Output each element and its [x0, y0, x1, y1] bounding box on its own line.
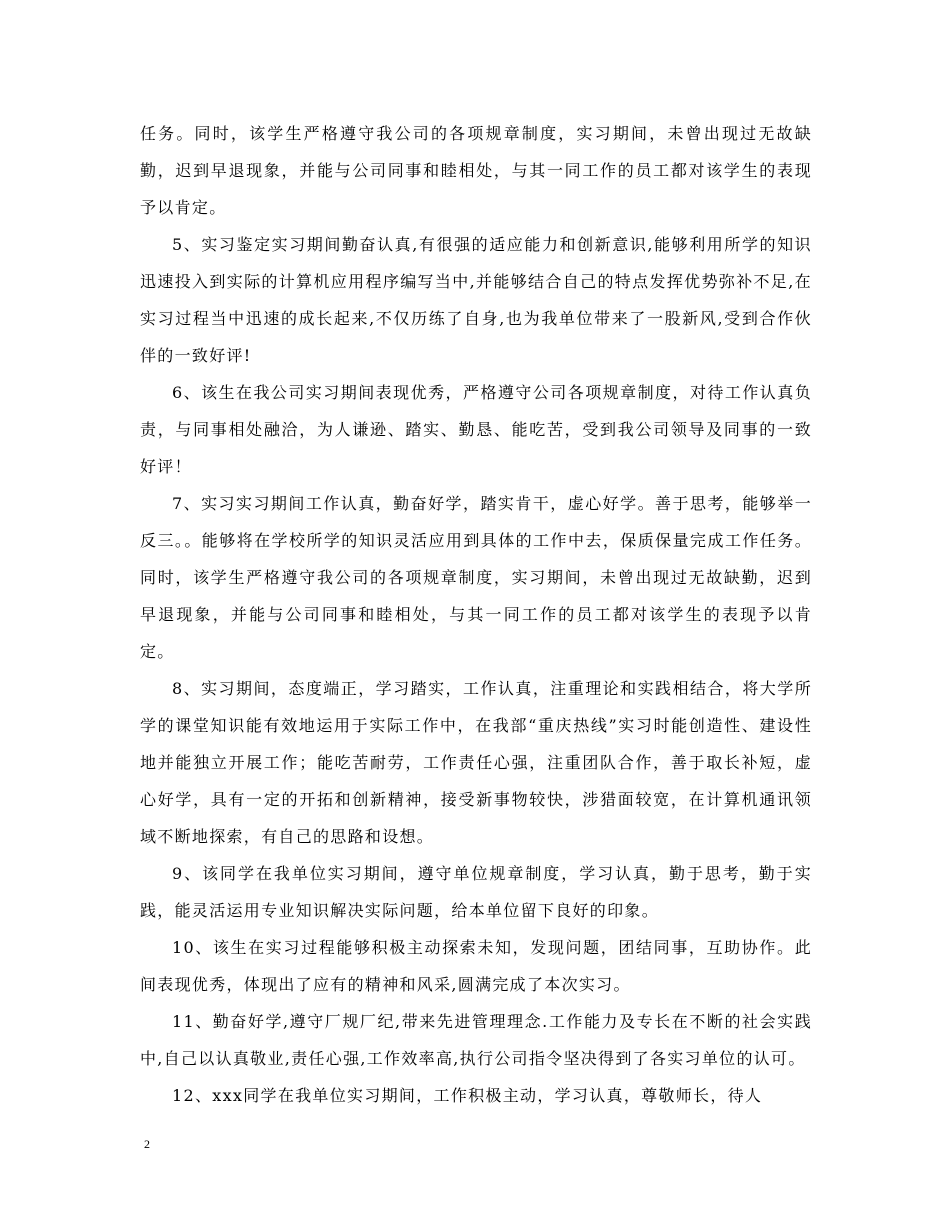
paragraph-item-7: 7、实习实习期间工作认真，勤奋好学，踏实肯干，虚心好学。善于思考，能够举一反三。。能够将在学校所学的知识灵活应用到具体的工作中去，保质保量完成工作任务。同时，该学生严格遵守我公司的各项规章制度，实习期间，未曾出现过无故缺勤，迟到早退现象，并能与公司同事和睦相处，与其一同工作的员工都对该学生的表现予以肯定。 [140, 494, 812, 661]
paragraph-item-11: 11、勤奋好学,遵守厂规厂纪,带来先进管理理念.工作能力及专长在不断的社会实践中,自己以认真敬业,责任心强,工作效率高,执行公司指令坚决得到了各实习单位的认可。 [140, 1012, 812, 1068]
paragraph-continuation: 任务。同时，该学生严格遵守我公司的各项规章制度，实习期间，未曾出现过无故缺勤，迟到早退现象，并能与公司同事和睦相处，与其一同工作的员工都对该学生的表现予以肯定。 [140, 124, 812, 217]
paragraph-item-8: 8、实习期间，态度端正，学习踏实，工作认真，注重理论和实践相结合，将大学所学的课堂知识能有效地运用于实际工作中，在我部“重庆热线”实习时能创造性、建设性地并能独立开展工作；能吃苦耐劳，工作责任心强，注重团队合作，善于取长补短，虚心好学，具有一定的开拓和创新精神，接受新事物较快，涉猎面较宽，在计算机通讯领域不断地探索，有自己的思路和设想。 [140, 679, 812, 846]
document-page [140, 115, 812, 1114]
paragraph-item-9: 9、该同学在我单位实习期间，遵守单位规章制度，学习认真，勤于思考，勤于实践，能灵活运用专业知识解决实际问题，给本单位留下良好的印象。 [140, 864, 812, 920]
paragraph-item-6: 6、该生在我公司实习期间表现优秀，严格遵守公司各项规章制度，对待工作认真负责，与同事相处融洽，为人谦逊、踏实、勤恳、能吃苦，受到我公司领导及同事的一致好评！ [140, 383, 812, 476]
paragraph-item-10: 10、该生在实习过程能够积极主动探索未知，发现问题，团结同事，互助协作。此间表现优秀，体现出了应有的精神和风采,圆满完成了本次实习。 [140, 938, 812, 994]
paragraph-item-12: 12、xxx同学在我单位实习期间，工作积极主动，学习认真，尊敬师长，待人 [172, 1086, 763, 1105]
page-number: 2 [144, 1137, 150, 1151]
paragraph-item-5: 5、实习鉴定实习期间勤奋认真,有很强的适应能力和创新意识,能够利用所学的知识迅速投入到实际的计算机应用程序编写当中,并能够结合自己的特点发挥优势弥补不足,在实习过程当中迅速的成长起来,不仅历练了自身,也为我单位带来了一股新风,受到合作伙伴的一致好评! [140, 235, 812, 365]
